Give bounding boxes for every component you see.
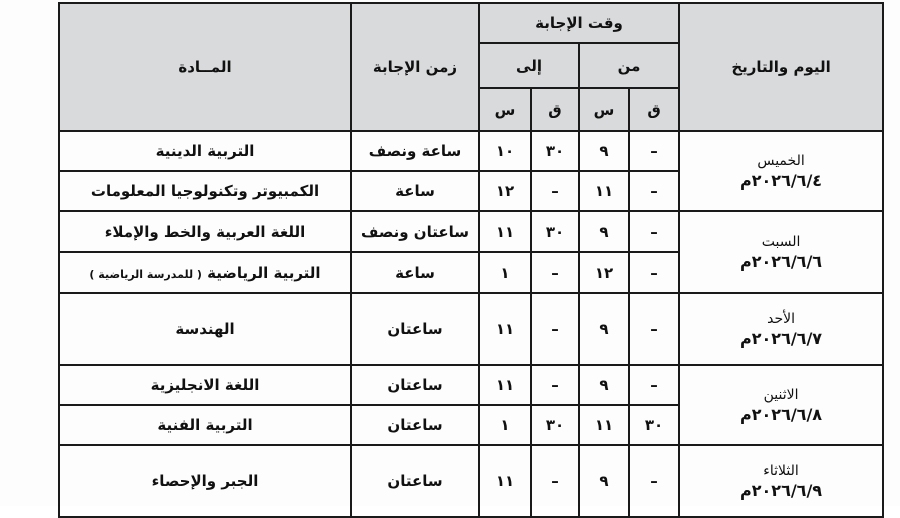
duration-header: زمن الإجابة [351, 3, 479, 131]
to-hour-cell: ١ [479, 252, 531, 293]
from-minute-cell: – [629, 171, 679, 211]
table-row [59, 445, 883, 517]
day-name: الأحد [767, 311, 795, 327]
day-name: السبت [761, 234, 801, 250]
from-minute-header: ق [629, 88, 679, 131]
day-name: الاثنين [763, 387, 799, 403]
day-date-cell [679, 131, 883, 211]
day-date-cell [679, 365, 883, 445]
exam-schedule-table [58, 2, 884, 518]
day-date-cell [679, 293, 883, 365]
duration-cell: ساعة ونصف [351, 131, 479, 171]
to-minute-cell: ٣٠ [531, 211, 579, 252]
duration-cell: ساعتان [351, 445, 479, 517]
to-minute-cell: – [531, 171, 579, 211]
from-header: من [579, 43, 679, 88]
to-minute-cell: – [531, 252, 579, 293]
duration-cell: ساعة [351, 171, 479, 211]
from-minute-cell: ٣٠ [629, 405, 679, 445]
from-minute-cell: – [629, 365, 679, 405]
from-hour-cell: ٩ [579, 131, 629, 171]
to-minute-header: ق [531, 88, 579, 131]
exam-date: ٢٠٢٦/٦/٩م [740, 481, 823, 500]
table-row [59, 365, 883, 405]
from-hour-cell: ٩ [579, 211, 629, 252]
subject-header: المــادة [59, 3, 351, 131]
from-minute-cell: – [629, 445, 679, 517]
day-date-header: اليوم والتاريخ [679, 3, 883, 131]
answer-time-header: وقت الإجابة [479, 3, 679, 43]
to-hour-cell: ١١ [479, 211, 531, 252]
to-hour-cell: ١٢ [479, 171, 531, 211]
to-hour-cell: ١ [479, 405, 531, 445]
to-minute-cell: – [531, 293, 579, 365]
duration-cell: ساعتان [351, 293, 479, 365]
exam-date: ٢٠٢٦/٦/٤م [740, 171, 823, 190]
to-hour-cell: ١١ [479, 365, 531, 405]
from-minute-cell: – [629, 131, 679, 171]
table-row [59, 211, 883, 252]
subject-cell: التربية الفنية [59, 405, 351, 445]
from-hour-cell: ١١ [579, 171, 629, 211]
header-row-1 [59, 3, 883, 43]
day-date-cell [679, 445, 883, 517]
exam-date: ٢٠٢٦/٦/٨م [740, 405, 823, 424]
to-minute-cell: ٣٠ [531, 131, 579, 171]
to-hour-cell: ١٠ [479, 131, 531, 171]
subject-cell: اللغة الانجليزية [59, 365, 351, 405]
from-hour-cell: ٩ [579, 445, 629, 517]
from-hour-cell: ٩ [579, 365, 629, 405]
to-hour-cell: ١١ [479, 293, 531, 365]
exam-date: ٢٠٢٦/٦/٧م [740, 329, 823, 348]
subject-text: التربية الرياضية [207, 263, 321, 282]
subject-cell: الكمبيوتر وتكنولوجيا المعلومات [59, 171, 351, 211]
to-hour-header: س [479, 88, 531, 131]
from-minute-cell: – [629, 252, 679, 293]
table-row [59, 293, 883, 365]
to-header: إلى [479, 43, 579, 88]
duration-cell: ساعة [351, 252, 479, 293]
from-hour-cell: ١١ [579, 405, 629, 445]
to-minute-cell: – [531, 365, 579, 405]
from-minute-cell: – [629, 211, 679, 252]
duration-cell: ساعتان [351, 365, 479, 405]
subject-cell: التربية الدينية [59, 131, 351, 171]
to-minute-cell: ٣٠ [531, 405, 579, 445]
subject-note: ( للمدرسة الرياضية ) [89, 267, 202, 281]
to-hour-cell: ١١ [479, 445, 531, 517]
to-minute-cell: – [531, 445, 579, 517]
exam-date: ٢٠٢٦/٦/٦م [740, 252, 823, 271]
subject-cell: الجبر والإحصاء [59, 445, 351, 517]
day-name: الثلاثاء [763, 463, 799, 479]
table-row [59, 131, 883, 171]
subject-cell [59, 252, 351, 293]
day-date-cell [679, 211, 883, 293]
subject-cell: الهندسة [59, 293, 351, 365]
duration-cell: ساعتان [351, 405, 479, 445]
from-hour-header: س [579, 88, 629, 131]
day-name: الخميس [757, 153, 805, 169]
from-minute-cell: – [629, 293, 679, 365]
subject-cell: اللغة العربية والخط والإملاء [59, 211, 351, 252]
from-hour-cell: ١٢ [579, 252, 629, 293]
from-hour-cell: ٩ [579, 293, 629, 365]
duration-cell: ساعتان ونصف [351, 211, 479, 252]
